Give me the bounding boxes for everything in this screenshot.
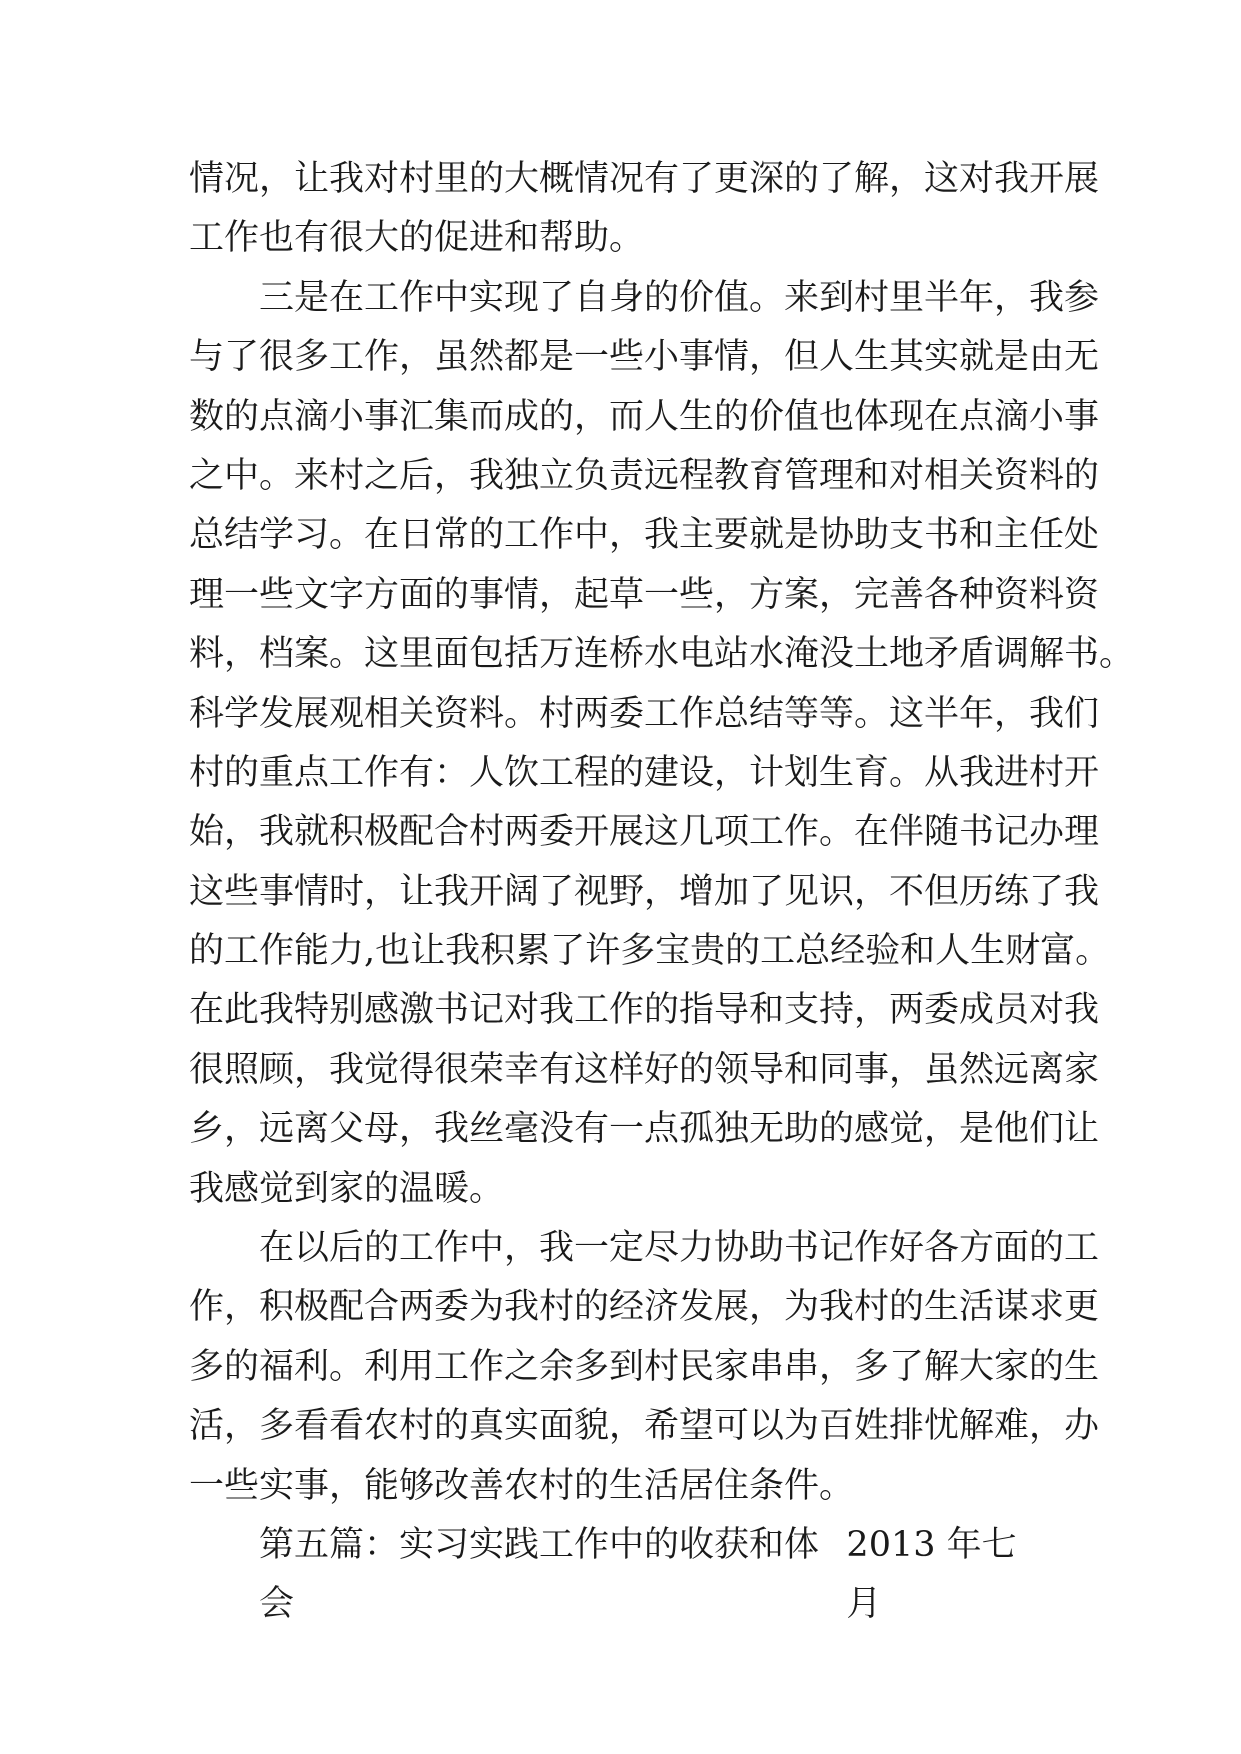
text-line: 村的重点工作有：人饮工程的建设，计划生育。从我进村开 — [189, 752, 1100, 793]
text-line: 活，多看看农村的真实面貌，希望可以为百姓排忧解难，办 — [189, 1406, 1100, 1447]
text-line: 科学发展观相关资料。村两委工作总结等等。这半年，我们 — [189, 693, 1100, 734]
text-line: 情况，让我对村里的大概情况有了更深的了解，这对我开展 — [189, 159, 1100, 199]
section-date: 2013 年七月 — [846, 1524, 1017, 1625]
section-heading — [189, 1516, 1049, 1625]
text-line: 我感觉到家的温暖。 — [189, 1168, 505, 1209]
text-line: 一些实事，能够改善农村的生活居住条件。 — [189, 1465, 855, 1506]
text-line: 始，我就积极配合村两委开展这几项工作。在伴随书记办理 — [189, 812, 1100, 853]
text-line: 之中。来村之后，我独立负责远程教育管理和对相关资料的 — [189, 455, 1100, 496]
text-line: 三是在工作中实现了自身的价值。来到村里半年，我参 — [259, 277, 1100, 318]
text-line: 作，积极配合两委为我村的经济发展，为我村的生活谋求更 — [189, 1287, 1100, 1328]
text-line: 在此我特别感激书记对我工作的指导和支持，两委成员对我 — [189, 990, 1100, 1031]
text-line: 料，档案。这里面包括万连桥水电站水淹没土地矛盾调解书。 — [189, 634, 1135, 675]
text-line: 理一些文字方面的事情，起草一些，方案，完善各种资料资 — [189, 574, 1100, 615]
text-line: 总结学习。在日常的工作中，我主要就是协助支书和主任处 — [189, 515, 1100, 556]
text-line: 在以后的工作中，我一定尽力协助书记作好各方面的工 — [259, 1228, 1100, 1269]
text-line: 数的点滴小事汇集而成的，而人生的价值也体现在点滴小事 — [189, 396, 1100, 437]
text-line: 与了很多工作，虽然都是一些小事情，但人生其实就是由无 — [189, 337, 1100, 378]
document-body — [189, 150, 1135, 1625]
text-line: 的工作能力,也让我积累了许多宝贵的工总经验和人生财富。 — [189, 931, 1111, 972]
text-line: 乡，远离父母，我丝毫没有一点孤独无助的感觉，是他们让 — [189, 1109, 1100, 1150]
text-line: 多的福利。利用工作之余多到村民家串串，多了解大家的生 — [189, 1346, 1100, 1387]
text-line: 工作也有很大的促进和帮助。 — [189, 218, 645, 259]
section-title: 第五篇：实习实践工作中的收获和体会 — [259, 1524, 820, 1625]
text-line: 这些事情时，让我开阔了视野，增加了见识，不但历练了我 — [189, 871, 1100, 912]
text-line: 很照顾，我觉得很荣幸有这样好的领导和同事，虽然远离家 — [189, 1049, 1100, 1090]
